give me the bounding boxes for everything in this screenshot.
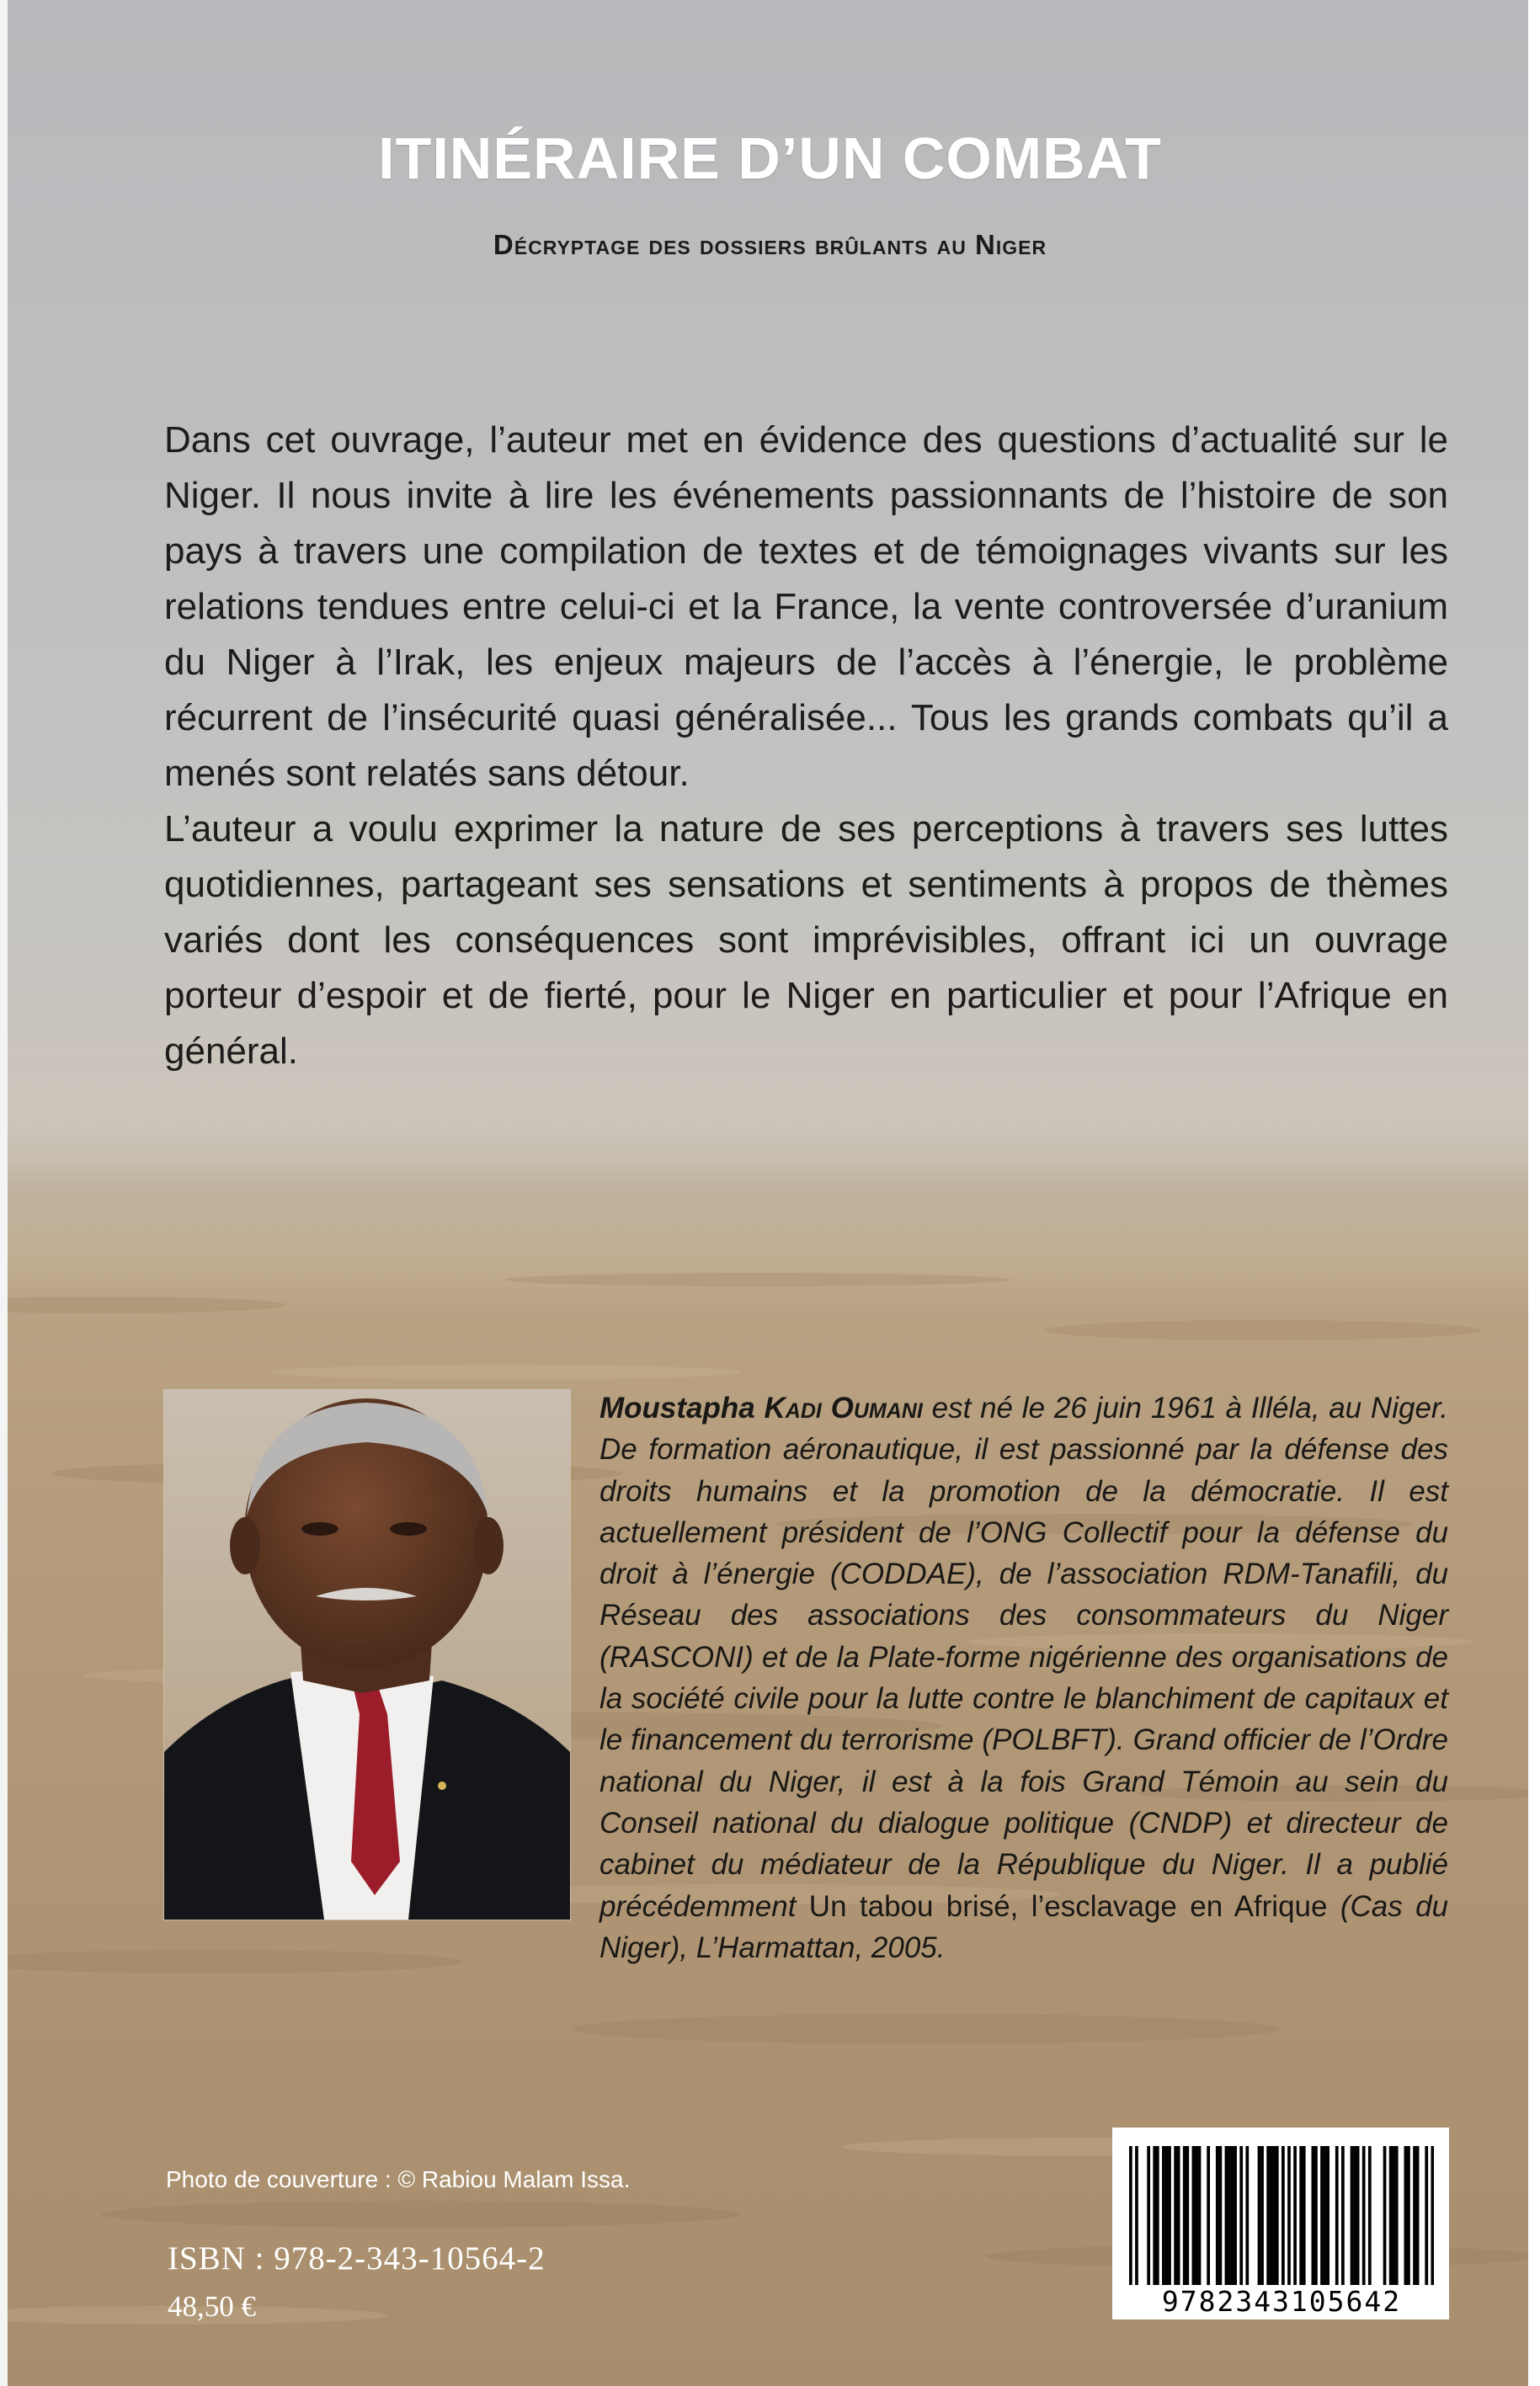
barcode-bar [1368, 2146, 1372, 2285]
barcode-bar [1177, 2146, 1180, 2285]
barcode-bar [1299, 2146, 1303, 2285]
barcode-bar [1225, 2146, 1228, 2285]
left-edge-strip [0, 0, 8, 2386]
barcode-bar [1311, 2146, 1314, 2285]
barcode-bar [1234, 2146, 1237, 2285]
barcode-bar [1147, 2146, 1150, 2285]
barcode-bar [1156, 2146, 1159, 2285]
barcode-bar [1413, 2146, 1416, 2285]
barcode-bar [1195, 2146, 1198, 2285]
author-bio [599, 1387, 1448, 1968]
barcode-bar [1389, 2146, 1393, 2285]
summary-paragraph: Dans cet ouvrage, l’auteur met en évidence des questions d’actualité sur le Niger. Il nous invite à lire les événements passionnants de l’histoire de son pays à travers une compilation de textes et de témoignages vivants sur les relations tendues entre celui-ci et la France, la vente controversée d’uranium du Niger à l’Irak, les enjeux majeurs de l’accès à l’énergie, le problème récurrent de l’insécurité quasi généralisée... Tous les grands combats qu’il a menés sont relatés sans détour. [164, 419, 1448, 794]
author-bio-text: est né le 26 juin 1961 à Illéla, au Niger. De formation aéronautique, il est passionné par la défense des droits humains et la promotion de la démocratie. Il est actuellement président de l’ONG Collectif pour la défense du droit à l’énergie (CODDAE), de l’association RDM-Tanafili, du Réseau des associations des consommateurs du Niger (RASCONI) et de la Plate-forme nigérienne des organisations de la société civile pour la lutte contre le blanchiment de capitaux et le financement du terrorisme (POLBFT). Grand officier de l’Ordre national du Niger, il est à la fois Grand Témoin au sein du Conseil national du dialogue politique (CNDP) et directeur de cabinet du médiateur de la République du Niger. Il a publié précédemment [599, 1392, 1448, 1923]
barcode [1112, 2128, 1449, 2319]
barcode-bar [1183, 2146, 1186, 2285]
barcode-bar [1383, 2146, 1387, 2285]
barcode-bar [1276, 2146, 1279, 2285]
price: 48,50 € [168, 2290, 256, 2323]
barcode-bar [1395, 2146, 1399, 2285]
barcode-bar [1404, 2146, 1408, 2285]
barcode-bar [1351, 2146, 1354, 2285]
barcode-bar [1314, 2146, 1318, 2285]
barcode-bar [1335, 2146, 1339, 2285]
barcode-bar [1135, 2146, 1138, 2285]
barcode-bar [1168, 2146, 1171, 2285]
barcode-bar [1260, 2146, 1264, 2285]
barcode-bar [1216, 2146, 1219, 2285]
barcode-bar [1266, 2146, 1270, 2285]
barcode-bar [1282, 2146, 1285, 2285]
author-first-name: Moustapha [599, 1392, 755, 1425]
author-surname: Kadi Oumani [764, 1392, 923, 1425]
barcode-bar [1303, 2146, 1306, 2285]
barcode-number: 9782343105642 [1161, 2285, 1402, 2318]
barcode-bar [1270, 2146, 1273, 2285]
barcode-bar [1431, 2146, 1434, 2285]
barcode-bar [1258, 2146, 1261, 2285]
barcode-bar [1192, 2146, 1196, 2285]
barcode-bars [1129, 2146, 1434, 2285]
author-bio-ending: (Cas du Niger), L’Harmattan, 2005. [599, 1889, 1448, 1964]
barcode-bar [1407, 2146, 1410, 2285]
barcode-bar [1356, 2146, 1360, 2285]
barcode-bar [1198, 2146, 1202, 2285]
barcode-bar [1293, 2146, 1297, 2285]
barcode-bar [1207, 2146, 1210, 2285]
barcode-bar [1239, 2146, 1243, 2285]
barcode-bar [1162, 2146, 1165, 2285]
barcode-bar [1392, 2146, 1395, 2285]
barcode-bar [1353, 2146, 1356, 2285]
barcode-bar [1425, 2146, 1428, 2285]
barcode-bar [1320, 2146, 1324, 2285]
isbn: ISBN : 978-2-343-10564-2 [168, 2240, 546, 2277]
barcode-bar [1341, 2146, 1345, 2285]
barcode-bar [1153, 2146, 1156, 2285]
barcode-bar [1324, 2146, 1327, 2285]
author-photo [163, 1389, 571, 1920]
barcode-bar [1326, 2146, 1330, 2285]
barcode-bar [1218, 2146, 1222, 2285]
book-title: ITINÉRAIRE D’UN COMBAT [378, 125, 1162, 191]
barcode-bar [1165, 2146, 1169, 2285]
barcode-bar [1186, 2146, 1189, 2285]
barcode-bar [1245, 2146, 1249, 2285]
barcode-bar [1174, 2146, 1177, 2285]
barcode-bar [1228, 2146, 1231, 2285]
barcode-bar [1287, 2146, 1291, 2285]
barcode-bar [1231, 2146, 1234, 2285]
summary-text [164, 413, 1448, 1079]
book-subtitle: Décryptage des dossiers brûlants au Niger [493, 229, 1047, 260]
barcode-bar [1362, 2146, 1366, 2285]
barcode-bar [1129, 2146, 1132, 2285]
author-portrait-illustration [164, 1390, 570, 1920]
barcode-bar [1272, 2146, 1276, 2285]
right-edge-strip [1528, 0, 1540, 2386]
summary-paragraph: L’auteur a voulu exprimer la nature de ses perceptions à travers ses luttes quotidiennes, partageant ses sensations et sentiments à propos de thèmes variés dont les conséquences sont imprévisibles, offrant ici un ouvrage porteur d’espoir et de fierté, pour le Niger en particulier et pour l’Afrique en général. [164, 808, 1448, 1072]
barcode-bar [1416, 2146, 1420, 2285]
photo-credit: Photo de couverture : © Rabiou Malam Issa. [166, 2166, 631, 2192]
previous-book-title: Un tabou brisé, l’esclavage en Afrique [808, 1889, 1328, 1923]
